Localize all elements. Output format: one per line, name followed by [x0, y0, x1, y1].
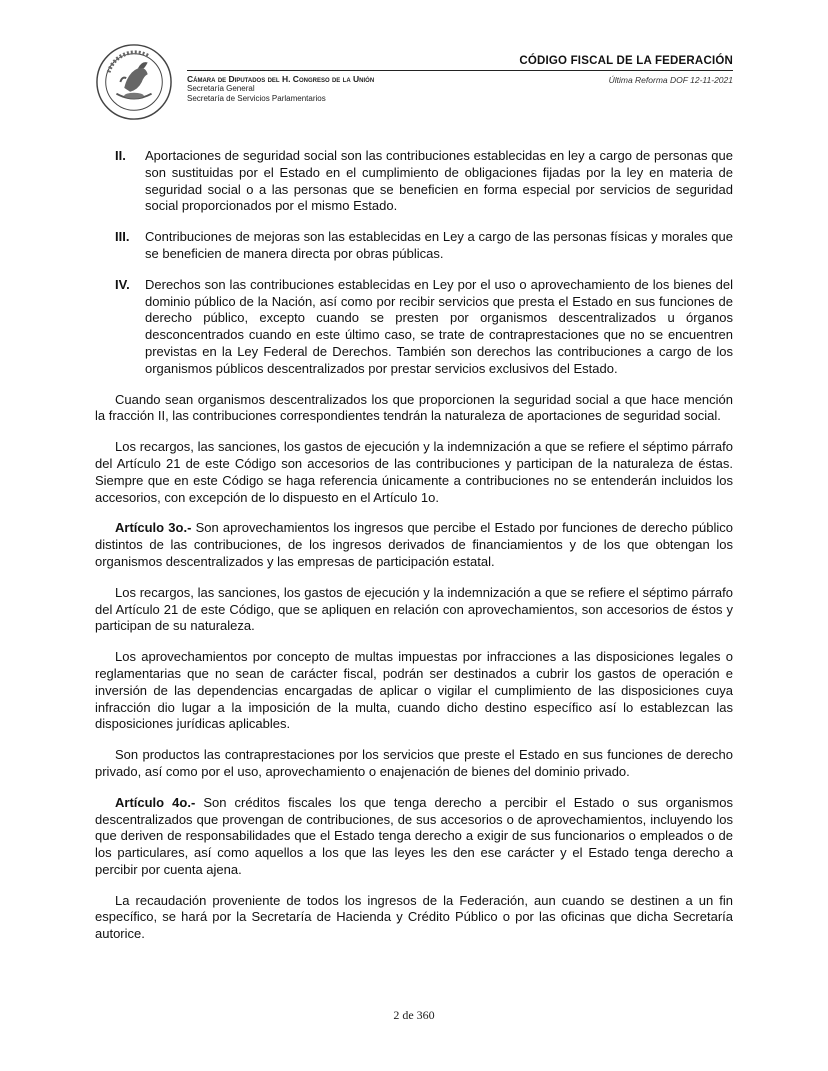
paragraph: La recaudación proveniente de todos los ingresos de la Federación, aun cuando se destinen a un fin específico, se hará por la Secretaría de Hacienda y Crédito Público o por las oficinas que dicha Secretaría autorice. [95, 892, 733, 942]
paragraph: Son productos las contraprestaciones por los servicios que preste el Estado en sus funciones de derecho privado, así como por el uso, aprovechamiento o enajenación de bienes del dominio privado. [95, 747, 733, 779]
institution-block [187, 74, 374, 104]
fraction-numeral: IV. [115, 276, 130, 292]
fraction-text: Contribuciones de mejoras son las establecidas en Ley a cargo de las personas físicas y morales que se beneficien de manera directa por obras públicas. [145, 229, 733, 261]
article-4-paragraph [95, 795, 733, 879]
secretaria-general: Secretaría General [187, 84, 255, 93]
paragraph: Los recargos, las sanciones, los gastos de ejecución y la indemnización a que se refiere el séptimo párrafo del Artículo 21 de este Código, que se apliquen en relación con aprovechamientos, son accesorios de éstos y participan de su naturaleza. [95, 584, 733, 634]
fraction-item [95, 229, 733, 263]
article-label: Artículo 4o.- [115, 794, 196, 810]
article-3-paragraph [95, 520, 733, 570]
article-text: Son aprovechamientos los ingresos que percibe el Estado por funciones de derecho público distintos de las contribuciones, de los ingresos derivados de financiamientos y de los que obtengan los organismos descentralizados y las empresas de participación estatal. [95, 520, 733, 569]
fraction-text: Aportaciones de seguridad social son las contribuciones establecidas en ley a cargo de personas que son sustituidas por el Estado en el cumplimiento de obligaciones fijadas por la ley en materia de seguridad social o a las personas que se beneficien en forma especial por servicios de seguridad social proporcionados por el mismo Estado. [145, 148, 733, 214]
paragraph: Los aprovechamientos por concepto de multas impuestas por infracciones a las disposiciones legales o reglamentarias que no sean de carácter fiscal, podrán ser destinados a cubrir los gastos de operación e inversión de las dependencias encargadas de aplicar o vigilar el cumplimiento de las disposiciones cuya infracción dio lugar a la imposición de la multa, cuando dicho destino específico así lo establezcan las disposiciones jurídicas aplicables. [95, 649, 733, 732]
page-number: 2 de 360 [393, 1008, 435, 1022]
fraction-item [95, 277, 733, 378]
secretaria-servicios: Secretaría de Servicios Parlamentarios [187, 94, 326, 103]
article-text: Son créditos fiscales los que tenga derecho a percibir el Estado o sus organismos descentralizados que provengan de contribuciones, de sus accesorios o de aprovechamientos, incluyendo los que deriven de responsabilidades que el Estado tenga derecho a exigir de sus funcionarios o empleados o de los particulares, así como aquellos a los que las leyes les den ese carácter y el Estado tenga derecho a percibir por cuenta ajena. [95, 794, 733, 877]
fraction-item [95, 148, 733, 215]
fraction-numeral: II. [115, 148, 126, 163]
last-reform-date: Última Reforma DOF 12-11-2021 [608, 75, 733, 85]
paragraph: Los recargos, las sanciones, los gastos de ejecución y la indemnización a que se refiere el séptimo párrafo del Artículo 21 de este Código son accesorios de las contribuciones y participan de la naturaleza de éstas. Siempre que en este Código se haga referencia únicamente a contribuciones no se entenderán incluidos los accesorios, con excepción de lo dispuesto en el Artículo 1o. [95, 439, 733, 505]
fraction-numeral: III. [115, 229, 130, 245]
chamber-name: Cámara de Diputados del H. Congreso de la Unión [187, 74, 375, 84]
article-label: Artículo 3o.- [115, 520, 192, 536]
fraction-text: Derechos son las contribuciones establecidas en Ley por el uso o aprovechamiento de los bienes del dominio público de la Nación, así como por recibir servicios que presta el Estado en sus funciones de derecho público, excepto cuando se presten por organismos descentralizados u órganos desconcentrados cuando en este último caso, se trate de contraprestaciones que no se encuentren previstas en la Ley Federal de Derechos. También son derechos las contribuciones a cargo de los organismos públicos descentralizados por prestar servicios exclusivos del Estado. [145, 276, 733, 376]
document-title: CÓDIGO FISCAL DE LA FEDERACIÓN [519, 55, 733, 67]
document-body [95, 148, 733, 957]
header-divider [187, 70, 733, 71]
national-seal-logo [95, 43, 173, 121]
paragraph: Cuando sean organismos descentralizados los que proporcionen la seguridad social a que hace mención la fracción II, las contribuciones correspondientes tendrán la naturaleza de aportaciones de seguridad social. [95, 391, 733, 424]
